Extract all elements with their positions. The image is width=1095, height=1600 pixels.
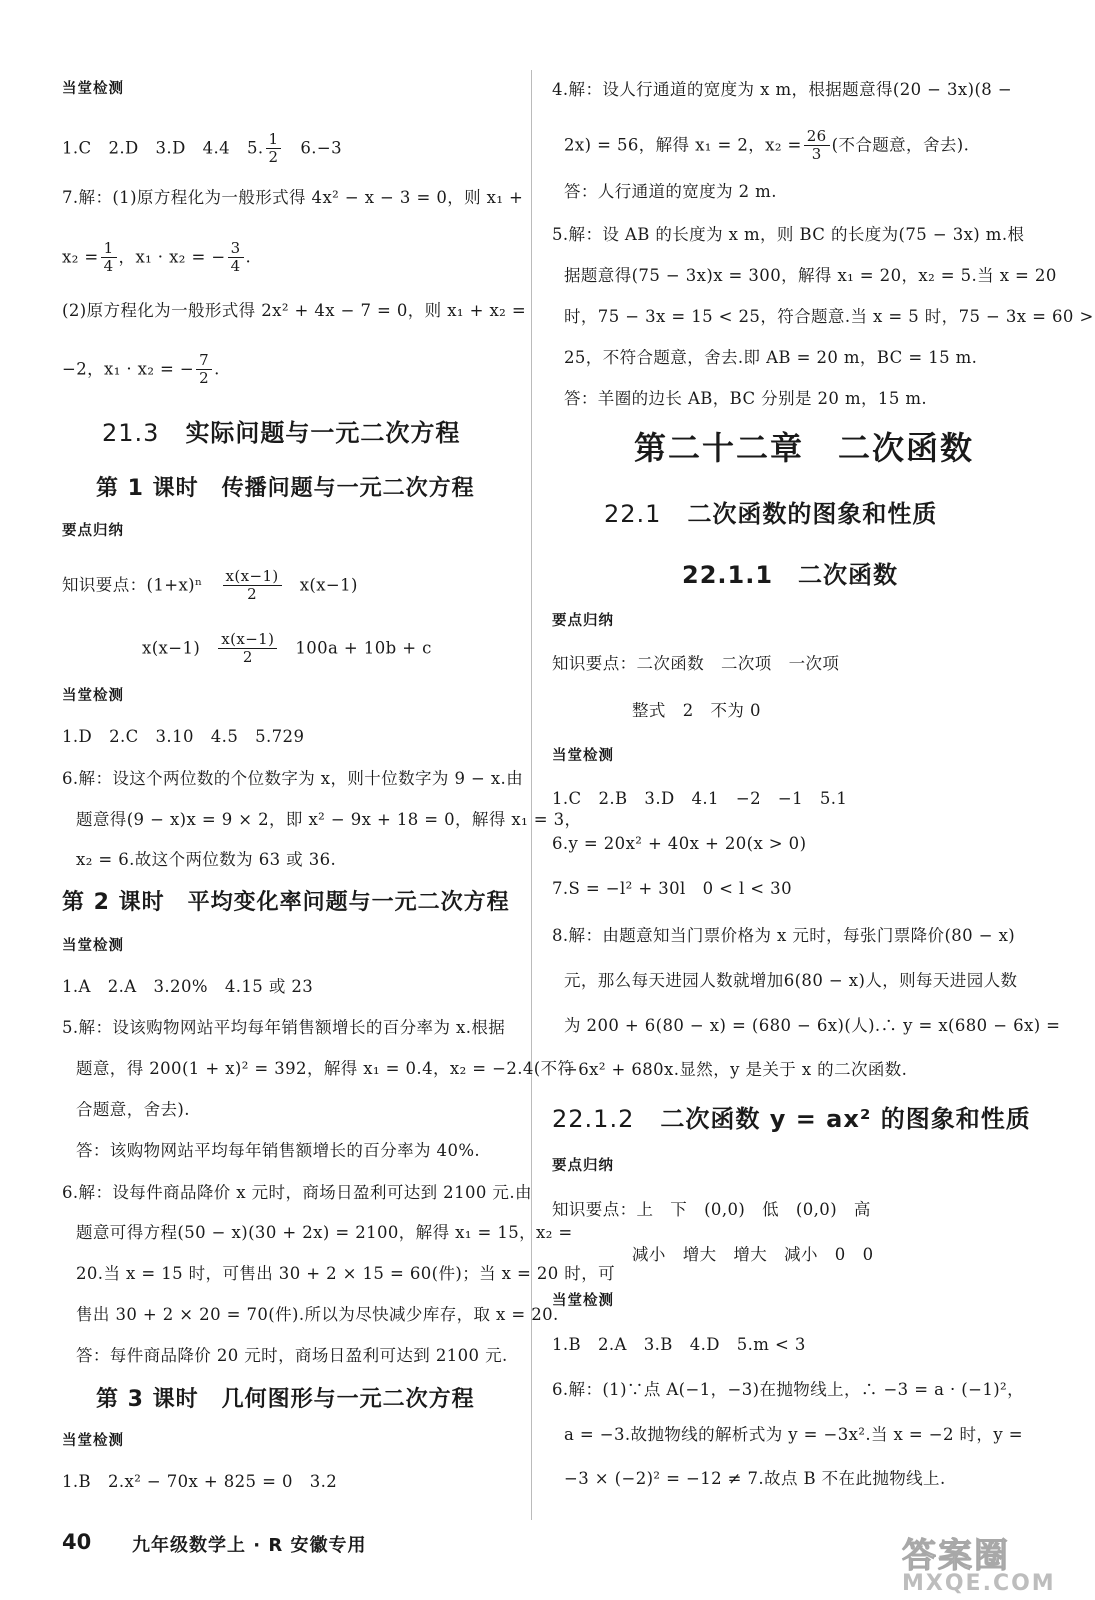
fraction bbox=[266, 131, 282, 167]
answer-line: 5.解：设 AB 的长度为 x m，则 BC 的长度为(75 − 3x) m.根 bbox=[552, 225, 1025, 244]
section-label: 当堂检测 bbox=[62, 688, 124, 704]
numerator: 7 bbox=[196, 352, 212, 370]
subsection-heading: 22.1.1 二次函数 bbox=[682, 561, 899, 589]
answer-text: ，x₁ · x₂ = − bbox=[118, 247, 226, 267]
answer-line: 6.解：设每件商品降价 x 元时，商场日盈利可达到 2100 元.由 bbox=[62, 1183, 532, 1202]
answer-line: 元，那么每天进园人数就增加6(80 − x)人，则每天进园人数 bbox=[564, 971, 1018, 990]
denominator: 2 bbox=[199, 369, 210, 388]
denominator: 4 bbox=[103, 257, 114, 276]
section-title: 二次函数的图象和性质 bbox=[687, 500, 938, 528]
section-label: 要点归纳 bbox=[552, 613, 614, 629]
chapter-heading: 第二十二章 二次函数 bbox=[634, 429, 975, 467]
lesson-heading: 第 2 课时 平均变化率问题与一元二次方程 bbox=[62, 890, 510, 915]
numerator: x(x−1) bbox=[218, 631, 277, 649]
section-label: 当堂检测 bbox=[552, 748, 614, 764]
section-label: 当堂检测 bbox=[62, 938, 124, 954]
section-label: 当堂检测 bbox=[552, 1293, 614, 1309]
answer-line: 5.解：设该购物网站平均每年销售额增长的百分率为 x.根据 bbox=[62, 1018, 506, 1037]
knowledge-line: 知识要点：上 下 (0,0) 低 (0,0) 高 bbox=[552, 1200, 871, 1219]
answer-line: 答：每件商品降价 20 元时，商场日盈利可达到 2100 元. bbox=[76, 1346, 508, 1365]
answer-text: 1.C 2.D 3.D 4.4 5. bbox=[62, 138, 264, 158]
answer-line: 据题意得(75 − 3x)x = 300，解得 x₁ = 20，x₂ = 5.当 x = 20 bbox=[564, 266, 1057, 285]
answer-line: 7.解：(1)原方程化为一般形式得 4x² − x − 3 = 0，则 x₁ + bbox=[62, 188, 524, 207]
fraction bbox=[228, 240, 244, 276]
answer-line: 1.B 2.A 3.B 4.D 5.m < 3 bbox=[552, 1335, 806, 1354]
answer-text: 6.−3 bbox=[283, 138, 343, 158]
fraction bbox=[196, 352, 212, 388]
watermark-url: MXQE.COM bbox=[902, 1571, 1056, 1596]
answer-line: 售出 30 + 2 × 20 = 70(件).所以为尽快减少库存，取 x = 20. bbox=[76, 1305, 559, 1324]
answer-text: 100a + 10b + c bbox=[295, 638, 432, 658]
page-number: 40 bbox=[62, 1530, 92, 1554]
lesson-heading: 第 3 课时 几何图形与一元二次方程 bbox=[96, 1387, 475, 1412]
answer-text: . bbox=[214, 359, 220, 379]
knowledge-line bbox=[62, 568, 358, 604]
site-watermark bbox=[902, 1528, 1072, 1596]
answer-line: 题意得(9 − x)x = 9 × 2，即 x² − 9x + 18 = 0，解得 x₁ = 3， bbox=[76, 810, 582, 829]
answer-line: 时，75 − 3x = 15 < 25，符合题意.当 x = 5 时，75 − 3x = 60 > bbox=[564, 307, 1094, 326]
section-title: 实际问题与一元二次方程 bbox=[185, 419, 461, 447]
lesson-heading: 第 1 课时 传播问题与一元二次方程 bbox=[96, 476, 475, 501]
answer-line bbox=[62, 352, 220, 388]
denominator: 3 bbox=[811, 145, 822, 164]
section-number: 22.1.2 bbox=[552, 1105, 635, 1133]
denominator: 2 bbox=[268, 148, 279, 167]
knowledge-line: 知识要点：二次函数 二次项 一次项 bbox=[552, 654, 840, 673]
answer-line: a = −3.故抛物线的解析式为 y = −3x².当 x = −2 时，y = bbox=[564, 1425, 1023, 1444]
section-label: 当堂检测 bbox=[62, 81, 124, 97]
section-number: 22.1 bbox=[604, 500, 662, 528]
fraction bbox=[223, 568, 282, 604]
answer-line: 7.S = −l² + 30l 0 < l < 30 bbox=[552, 879, 792, 898]
fraction bbox=[804, 128, 830, 164]
answer-line: 答：该购物网站平均每年销售额增长的百分率为 40%. bbox=[76, 1141, 481, 1160]
numerator: 26 bbox=[804, 128, 830, 146]
answer-line: x₂ = 6.故这个两位数为 63 或 36. bbox=[76, 850, 337, 869]
answer-text: x(x−1) bbox=[142, 638, 201, 658]
answer-line bbox=[62, 131, 342, 167]
answer-line: 为 200 + 6(80 − x) = (680 − 6x)(人).∴ y = x(680 − 6x) = bbox=[564, 1016, 1061, 1035]
answer-text: −2，x₁ · x₂ = − bbox=[62, 359, 195, 379]
denominator: 2 bbox=[242, 648, 253, 667]
book-title: 九年级数学上 · R 安徽专用 bbox=[132, 1535, 367, 1556]
answer-line: 题意可得方程(50 − x)(30 + 2x) = 2100，解得 x₁ = 15，x₂ = bbox=[76, 1223, 573, 1242]
numerator: 1 bbox=[266, 131, 282, 149]
section-label: 当堂检测 bbox=[62, 1433, 124, 1449]
answer-line: 6.解：(1)∵点 A(−1，−3)在抛物线上，∴ −3 = a · (−1)²， bbox=[552, 1380, 1024, 1399]
fraction bbox=[218, 631, 277, 667]
answer-line: (2)原方程化为一般形式得 2x² + 4x − 7 = 0，则 x₁ + x₂ = bbox=[62, 301, 527, 320]
watermark-logo-text: 答案圈 bbox=[902, 1536, 1010, 1576]
section-heading bbox=[102, 418, 460, 448]
numerator: 1 bbox=[101, 240, 117, 258]
answer-line: −6x² + 680x.显然，y 是关于 x 的二次函数. bbox=[564, 1060, 908, 1079]
denominator: 2 bbox=[247, 585, 258, 604]
numerator: 3 bbox=[228, 240, 244, 258]
answer-text: x₂ = bbox=[62, 247, 99, 267]
answer-line: 1.A 2.A 3.20% 4.15 或 23 bbox=[62, 977, 314, 996]
answer-line: 答：羊圈的边长 AB，BC 分别是 20 m，15 m. bbox=[564, 389, 928, 408]
answer-line: 题意，得 200(1 + x)² = 392，解得 x₁ = 0.4，x₂ = −2.4(不符 bbox=[76, 1059, 575, 1078]
denominator: 4 bbox=[230, 257, 241, 276]
section-label: 要点归纳 bbox=[552, 1158, 614, 1174]
knowledge-line bbox=[142, 631, 432, 667]
answer-line: 答：人行通道的宽度为 2 m. bbox=[564, 182, 777, 201]
answer-line: 8.解：由题意知当门票价格为 x 元时，每张门票降价(80 − x) bbox=[552, 926, 1016, 945]
answer-text: 2x) = 56，解得 x₁ = 2，x₂ = bbox=[564, 135, 802, 155]
answer-line: −3 × (−2)² = −12 ≠ 7.故点 B 不在此抛物线上. bbox=[564, 1469, 946, 1488]
subsection-heading bbox=[552, 1104, 1031, 1134]
section-number: 21.3 bbox=[102, 419, 160, 447]
answer-line: 6.解：设这个两位数的个位数字为 x，则十位数字为 9 − x.由 bbox=[62, 769, 524, 788]
knowledge-line: 减小 增大 增大 减小 0 0 bbox=[632, 1245, 874, 1264]
answer-line bbox=[564, 128, 969, 164]
answer-text: (不合题意，舍去). bbox=[831, 135, 970, 155]
fraction bbox=[101, 240, 117, 276]
answer-line: 6.y = 20x² + 40x + 20(x > 0) bbox=[552, 834, 807, 853]
answer-line: 1.B 2.x² − 70x + 825 = 0 3.2 bbox=[62, 1472, 338, 1491]
section-title: 二次函数 y = ax² 的图象和性质 bbox=[660, 1105, 1031, 1133]
numerator: x(x−1) bbox=[223, 568, 282, 586]
answer-line: 4.解：设人行通道的宽度为 x m，根据题意得(20 − 3x)(8 − bbox=[552, 80, 1013, 99]
answer-text: . bbox=[245, 247, 252, 267]
answer-text: 知识要点：(1+x)ⁿ bbox=[62, 575, 203, 595]
section-label: 要点归纳 bbox=[62, 523, 124, 539]
answer-text: x(x−1) bbox=[299, 575, 358, 595]
section-heading bbox=[604, 499, 937, 529]
answer-line: 1.D 2.C 3.10 4.5 5.729 bbox=[62, 727, 305, 746]
answer-line: 合题意，舍去). bbox=[76, 1100, 190, 1119]
knowledge-line: 整式 2 不为 0 bbox=[632, 701, 761, 720]
answer-line: 25，不符合题意，舍去.即 AB = 20 m，BC = 15 m. bbox=[564, 348, 978, 367]
answer-line: 1.C 2.B 3.D 4.1 −2 −1 5.1 bbox=[552, 789, 848, 808]
answer-line bbox=[62, 240, 251, 276]
answer-line: 20.当 x = 15 时，可售出 30 + 2 × 15 = 60(件)；当 x = 20 时，可 bbox=[76, 1264, 616, 1283]
